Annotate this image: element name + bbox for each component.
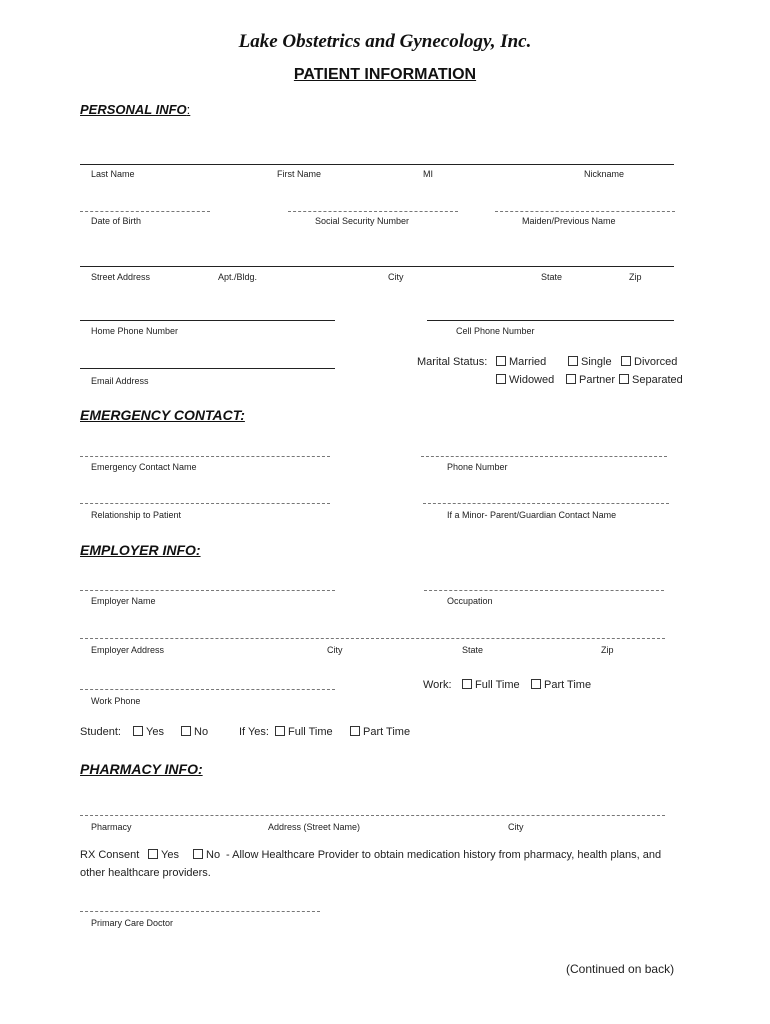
employer-heading: EMPLOYER INFO:	[80, 542, 201, 558]
emergency-phone-line[interactable]	[421, 456, 667, 457]
state-label: State	[541, 272, 563, 282]
divorced-checkbox[interactable]	[621, 356, 631, 366]
work-full-time-text: Full Time	[475, 679, 520, 691]
personal-info-heading	[80, 102, 190, 117]
student-full-time-checkbox[interactable]	[275, 726, 285, 736]
relationship-line[interactable]	[80, 503, 330, 504]
ssn-label: Social Security Number	[315, 216, 410, 226]
separated-option[interactable]	[619, 374, 683, 386]
last-name-label: Last Name	[91, 169, 135, 179]
student-yes-text: Yes	[146, 726, 164, 738]
email-label: Email Address	[91, 376, 149, 386]
primary-doctor-label: Primary Care Doctor	[91, 918, 174, 928]
single-checkbox[interactable]	[568, 356, 578, 366]
relationship-label: Relationship to Patient	[91, 510, 182, 520]
employer-name-line[interactable]	[80, 590, 335, 591]
student-full-time-option[interactable]	[275, 726, 333, 738]
guardian-label: If a Minor- Parent/Guardian Contact Name	[447, 510, 617, 520]
rx-no-checkbox[interactable]	[193, 849, 203, 859]
cell-phone-line[interactable]	[427, 320, 674, 321]
address-line[interactable]	[80, 266, 674, 267]
apt-label: Apt./Bldg.	[218, 272, 258, 282]
student-full-time-text: Full Time	[288, 726, 333, 738]
email-line[interactable]	[80, 368, 335, 369]
dob-line[interactable]	[80, 211, 210, 212]
personal-info-heading-colon: :	[186, 102, 191, 117]
student-part-time-checkbox[interactable]	[350, 726, 360, 736]
work-part-time-checkbox[interactable]	[531, 679, 541, 689]
student-no-text: No	[194, 726, 209, 738]
student-part-time-text: Part Time	[363, 726, 411, 738]
rx-consent-label: RX Consent	[80, 849, 140, 861]
partner-checkbox[interactable]	[566, 374, 576, 384]
ssn-line[interactable]	[288, 211, 458, 212]
divorced-text: Divorced	[634, 356, 678, 368]
dob-label: Date of Birth	[91, 216, 142, 226]
home-phone-label: Home Phone Number	[91, 326, 179, 336]
divorced-option[interactable]	[621, 356, 677, 368]
name-line[interactable]	[80, 164, 674, 165]
rx-no-text: No	[206, 849, 221, 861]
emergency-heading: EMERGENCY CONTACT:	[80, 407, 245, 423]
partner-option[interactable]	[566, 374, 615, 386]
work-part-time-text: Part Time	[544, 679, 592, 691]
married-text: Married	[509, 356, 547, 368]
student-no-checkbox[interactable]	[181, 726, 191, 736]
employer-address-label: Employer Address	[91, 645, 165, 655]
rx-yes-checkbox[interactable]	[148, 849, 158, 859]
city-label: City	[388, 272, 404, 282]
occupation-line[interactable]	[424, 590, 664, 591]
student-no-option[interactable]	[181, 726, 208, 738]
separated-text: Separated	[632, 374, 683, 386]
pharmacy-city-label: City	[508, 822, 524, 832]
married-checkbox[interactable]	[496, 356, 506, 366]
separated-checkbox[interactable]	[619, 374, 629, 384]
primary-doctor-line[interactable]	[80, 911, 320, 912]
nickname-label: Nickname	[584, 169, 625, 179]
employer-state-label: State	[462, 645, 484, 655]
cell-phone-label: Cell Phone Number	[456, 326, 535, 336]
maiden-line[interactable]	[495, 211, 675, 212]
employer-city-label: City	[327, 645, 343, 655]
company-name: Lake Obstetrics and Gynecology, Inc.	[238, 31, 532, 52]
pharmacy-heading: PHARMACY INFO:	[80, 761, 203, 777]
if-yes-label: If Yes:	[239, 726, 269, 738]
pharmacy-address-label: Address (Street Name)	[268, 822, 361, 832]
first-name-label: First Name	[277, 169, 322, 179]
maiden-label: Maiden/Previous Name	[522, 216, 616, 226]
work-full-time-checkbox[interactable]	[462, 679, 472, 689]
pharmacy-line[interactable]	[80, 815, 665, 816]
home-phone-line[interactable]	[80, 320, 335, 321]
work-part-time-option[interactable]	[531, 679, 591, 691]
married-option[interactable]	[496, 356, 546, 368]
occupation-label: Occupation	[447, 596, 493, 606]
work-phone-label: Work Phone	[91, 696, 141, 706]
personal-info-heading-text: PERSONAL INFO	[80, 102, 187, 117]
emergency-name-label: Emergency Contact Name	[91, 462, 197, 472]
single-option[interactable]	[568, 356, 612, 368]
employer-name-label: Employer Name	[91, 596, 156, 606]
marital-status-label: Marital Status:	[417, 356, 488, 368]
work-full-time-option[interactable]	[462, 679, 520, 691]
employer-address-line[interactable]	[80, 638, 665, 639]
widowed-option[interactable]	[496, 374, 554, 386]
form-title: PATIENT INFORMATION	[293, 66, 477, 83]
zip-label: Zip	[629, 272, 642, 282]
street-label: Street Address	[91, 272, 151, 282]
rx-consent-text-2: other healthcare providers.	[80, 867, 211, 879]
work-label: Work:	[423, 679, 452, 691]
work-phone-line[interactable]	[80, 689, 335, 690]
rx-consent-text-1: - Allow Healthcare Provider to obtain medication history from pharmacy, health plans, and	[226, 849, 662, 861]
mi-label: MI	[423, 169, 433, 179]
widowed-text: Widowed	[509, 374, 555, 386]
emergency-name-line[interactable]	[80, 456, 330, 457]
partner-text: Partner	[579, 374, 616, 386]
guardian-line[interactable]	[423, 503, 669, 504]
widowed-checkbox[interactable]	[496, 374, 506, 384]
rx-yes-text: Yes	[161, 849, 179, 861]
student-label: Student:	[80, 726, 121, 738]
pharmacy-label: Pharmacy	[91, 822, 132, 832]
student-yes-checkbox[interactable]	[133, 726, 143, 736]
emergency-phone-label: Phone Number	[447, 462, 508, 472]
rx-yes-option[interactable]	[148, 849, 179, 861]
single-text: Single	[581, 356, 612, 368]
rx-no-option[interactable]	[193, 849, 220, 861]
employer-zip-label: Zip	[601, 645, 614, 655]
student-yes-option[interactable]	[133, 726, 164, 738]
student-part-time-option[interactable]	[350, 726, 410, 738]
continued-note: (Continued on back)	[566, 962, 675, 976]
